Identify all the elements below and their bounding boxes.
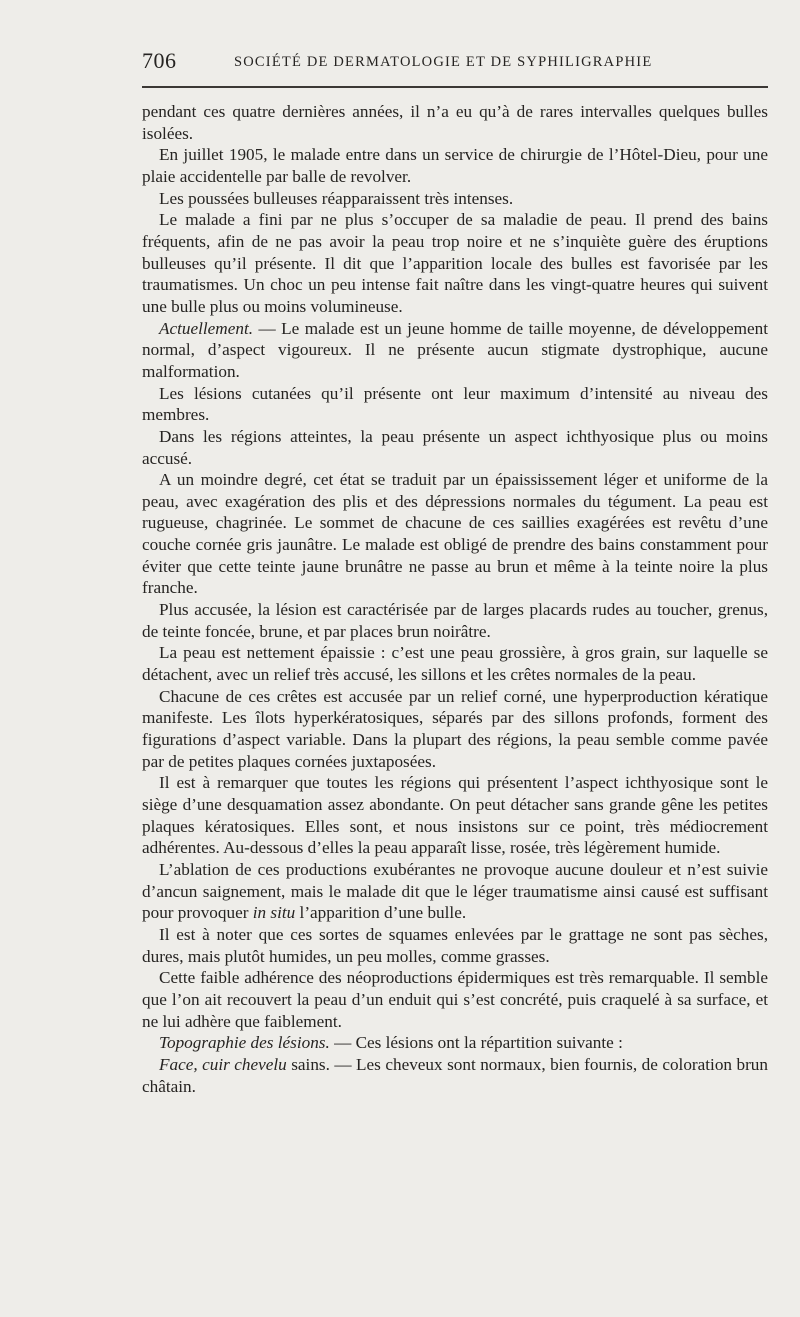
italic-lead: Actuellement. [159,318,254,338]
header-rule [142,86,768,88]
paragraph: Topographie des lésions. — Ces lésions ont la répartition suivante : [159,1033,623,1053]
italic-phrase: in situ [252,903,296,923]
paragraph: Dans les régions atteintes, la peau présente un aspect ichthyosique plus ou moins accusé. [142,426,768,468]
paragraph: Cette faible adhérence des néoproductions épidermiques est très remarquable. Il semble que l’on ait recouvert la peau d’un enduit qui s’est concrété, puis craquelé à sa surface, et ne lui adhère que faiblement. [142,968,768,1031]
italic-lead: Face, cuir chevelu [159,1054,287,1074]
paragraph: Actuellement. — Le malade est un jeune homme de taille moyenne, de développement normal, d’aspect vigoureux. Il ne présente aucun stigmate dystrophique, aucune malformation. [142,318,768,381]
paragraph: La peau est nettement épaissie : c’est une peau grossière, à gros grain, sur laquelle se détachent, avec un relief très accusé, les sillons et les crêtes normales de la peau. [142,643,768,685]
paragraph: Plus accusée, la lésion est caractérisée par de larges placards rudes au toucher, grenus, de teinte foncée, brune, et par places brun noirâtre. [142,600,768,641]
paragraph: pendant ces quatre dernières années, il n’a eu qu’à de rares intervalles quelques bulles isolées. [142,102,768,143]
paragraph: En juillet 1905, le malade entre dans un service de chirurgie de l’Hôtel-Dieu, pour une plaie accidentelle par balle de revolver. [142,145,768,186]
body-text [142,101,768,1097]
paragraph: Les poussées bulleuses réapparaissent très intenses. [159,188,514,208]
paragraph: A un moindre degré, cet état se traduit par un épaississement léger et uniforme de la peau, avec exagération des plis et des dépressions normales du tégument. La peau est rugueuse, chagrinée. Le sommet de chacune de ces saillies exagérées est revêtu d’une couche cornée gris jaunâtre. Le malade est obligé de prendre des bains constamment pour éviter que cette teinte jaune brunâtre ne passe au brun et même à la teinte noire la plus franche. [142,470,768,598]
paragraph: Chacune de ces crêtes est accusée par un relief corné, une hyperproduction kératique manifeste. Les îlots hyperkératosiques, séparés par des sillons profonds, forment des figurations d’aspect variable. Dans la plupart des régions, la peau semble comme pavée par de petites plaques cornées juxtaposées. [142,686,768,771]
page-header [142,48,768,78]
running-title: SOCIÉTÉ DE DERMATOLOGIE ET DE SYPHILIGRAPHIE [234,54,653,70]
paragraph: Il est à noter que ces sortes de squames enlevées par le grattage ne sont pas sèches, dures, mais plutôt humides, un peu molles, comme grasses. [142,924,768,966]
paragraph: Face, cuir chevelu sains. — Les cheveux sont normaux, bien fournis, de coloration brun châtain. [142,1054,768,1096]
paragraph: Les lésions cutanées qu’il présente ont leur maximum d’intensité au niveau des membres. [142,383,768,425]
italic-lead: Topographie des lésions. [159,1033,330,1053]
paragraph: Le malade a fini par ne plus s’occuper de sa maladie de peau. Il prend des bains fréquents, afin de ne pas avoir la peau trop noire et ne s’inquiète guère des éruptions bulleuses qu’il présente. Il dit que l’apparition locale des bulles est favorisée par les traumatismes. Un choc un peu intense fait naître dans les vingt-quatre heures qui suivent une bulle plus ou moins volumineuse. [142,210,768,316]
paragraph: Il est à remarquer que toutes les régions qui présentent l’aspect ichthyosique sont le siège d’une desquamation assez abondante. On peut détacher sans grande gêne les petites plaques kératosiques. Elles sont, et nous insistons sur ce point, très médiocrement adhérentes. Au-dessous d’elles la peau apparaît lisse, rosée, très légèrement humide. [142,773,768,858]
paragraph: L’ablation de ces productions exubérantes ne provoque aucune douleur et n’est suivie d’ancun saignement, mais le malade dit que le léger traumatisme ainsi causé est suffisant pour provoquer in situ l’apparition d’une bulle. [142,859,768,923]
page-number: 706 [142,48,177,73]
